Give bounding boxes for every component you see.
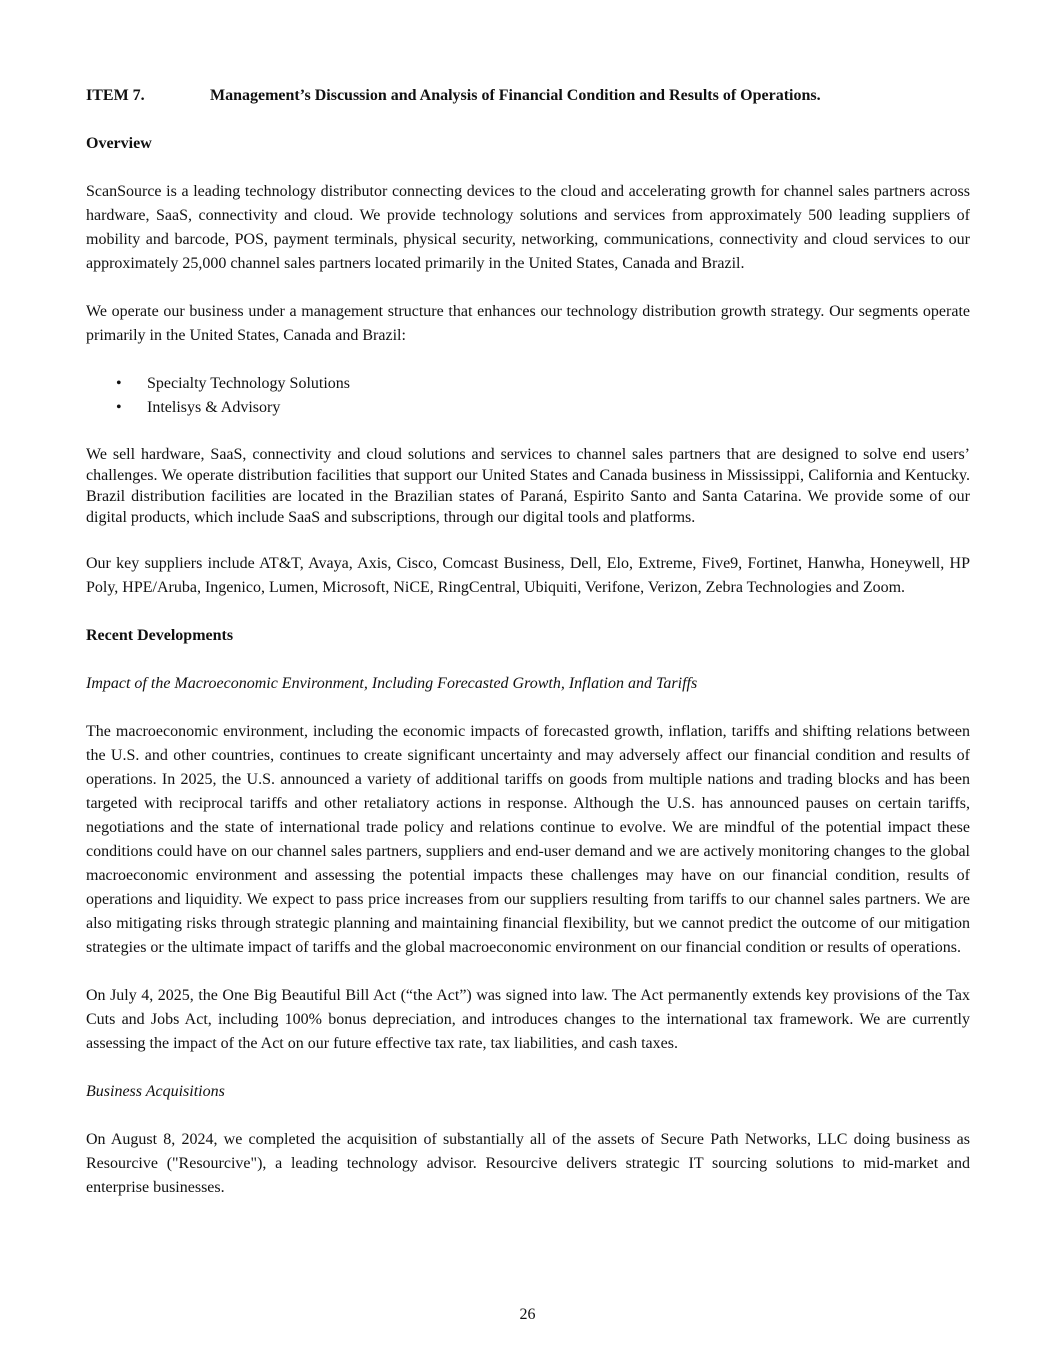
macro-subheading: Impact of the Macroeconomic Environment, Including Forecasted Growth, Inflation and Tariffs: [86, 675, 698, 692]
segment-label: Intelisys & Advisory: [147, 399, 281, 416]
overview-paragraph: Our key suppliers include AT&T, Avaya, Axis, Cisco, Comcast Business, Dell, Elo, Extreme, Five9, Fortinet, Hanwha, Honeywell, HP Poly, HPE/Aruba, Ingenico, Lumen, Microsoft, NiCE, RingCentral, Ubiquiti, Verifone, Verizon, Zebra Technologies and Zoom.: [86, 555, 970, 596]
recent-developments-heading: Recent Developments: [86, 627, 234, 644]
list-item: [116, 396, 970, 420]
acquisitions-subheading: Business Acquisitions: [86, 1083, 225, 1100]
segment-label: Specialty Technology Solutions: [147, 375, 351, 392]
bullet-icon: •: [116, 375, 122, 392]
document-page: [86, 84, 970, 1200]
segments-list: [86, 372, 970, 420]
macro-paragraph: On July 4, 2025, the One Big Beautiful Bill Act (“the Act”) was signed into law. The Act permanently extends key provisions of the Tax Cuts and Jobs Act, including 100% bonus depreciation, and introduces changes to the international tax framework. We are currently assessing the impact of the Act on our future effective tax rate, tax liabilities, and cash taxes.: [86, 987, 970, 1052]
item-number: ITEM 7.: [86, 87, 145, 104]
overview-heading: Overview: [86, 135, 152, 152]
page-number: 26: [519, 1306, 536, 1323]
item-heading: [86, 84, 970, 108]
list-item: [116, 372, 970, 396]
overview-paragraph: We sell hardware, SaaS, connectivity and cloud solutions and services to channel sales partners that are designed to solve end users’ challenges. We operate distribution facilities that support our United States and Canada business in Mississippi, California and Kentucky. Brazil distribution facilities are located in the Brazilian states of Paraná, Espirito Santo and Santa Catarina. We provide some of our digital products, which include SaaS and subscriptions, through our digital tools and platforms.: [86, 446, 970, 526]
acquisitions-paragraph: On August 8, 2024, we completed the acquisition of substantially all of the assets of Secure Path Networks, LLC doing business as Resourcive ("Resourcive"), a leading technology advisor. Resourcive delivers strategic IT sourcing solutions to mid-market and enterprise businesses.: [86, 1131, 970, 1196]
item-title: Management’s Discussion and Analysis of Financial Condition and Results of Operations.: [210, 87, 821, 104]
overview-paragraph: We operate our business under a management structure that enhances our technology distribution growth strategy. Our segments operate primarily in the United States, Canada and Brazil:: [86, 303, 970, 344]
bullet-icon: •: [116, 399, 122, 416]
overview-paragraph: ScanSource is a leading technology distributor connecting devices to the cloud and accelerating growth for channel sales partners across hardware, SaaS, connectivity and cloud. We provide technology solutions and services from approximately 500 leading suppliers of mobility and barcode, POS, payment terminals, physical security, networking, communications, connectivity and cloud services to our approximately 25,000 channel sales partners located primarily in the United States, Canada and Brazil.: [86, 183, 970, 272]
macro-paragraph: The macroeconomic environment, including the economic impacts of forecasted growth, inflation, tariffs and shifting relations between the U.S. and other countries, continues to create significant uncertainty and may adversely affect our financial condition and results of operations. In 2025, the U.S. announced a variety of additional tariffs on goods from multiple nations and trading blocks and has been targeted with reciprocal tariffs and other retaliatory actions in response. Although the U.S. has announced pauses on certain tariffs, negotiations and the state of international trade policy and relations continue to evolve. We are mindful of the potential impact these conditions could have on our channel sales partners, suppliers and end-user demand and we are actively monitoring changes to the global macroeconomic environment and assessing the potential impacts these challenges may have on our financial condition, results of operations and liquidity. We expect to pass price increases from our suppliers resulting from tariffs to our channel sales partners. We are also mitigating risks through strategic planning and maintaining financial flexibility, but we cannot predict the outcome of our mitigation strategies or the ultimate impact of tariffs and the global macroeconomic environment on our financial condition or results of operations.: [86, 723, 970, 956]
